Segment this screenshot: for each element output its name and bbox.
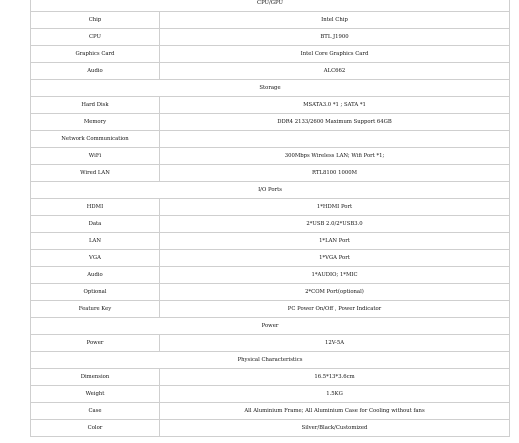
spec-row — [31, 267, 510, 284]
spec-value — [160, 131, 510, 148]
spec-row — [31, 131, 510, 148]
spec-label: Audio — [31, 63, 160, 80]
spec-row — [31, 284, 510, 301]
section-header-row — [31, 318, 510, 335]
section-header-row — [31, 0, 510, 12]
spec-value: 2*USB 2.0/2*USB3.0 — [160, 216, 510, 233]
spec-label: HDMI — [31, 199, 160, 216]
spec-label: WiFi — [31, 148, 160, 165]
section-title: Storage — [31, 80, 510, 97]
spec-value: Intel Core Graphics Card — [160, 46, 510, 63]
spec-value: Intel Chip — [160, 12, 510, 29]
spec-row — [31, 12, 510, 29]
spec-row — [31, 199, 510, 216]
spec-row — [31, 420, 510, 437]
spec-row — [31, 250, 510, 267]
spec-value: RTL8100 1000M — [160, 165, 510, 182]
spec-label: Optional — [31, 284, 160, 301]
spec-row — [31, 335, 510, 352]
spec-label: Graphics Card — [31, 46, 160, 63]
spec-value: 300Mbps Wireless LAN; Wifi Port *1; — [160, 148, 510, 165]
spec-label: Feature Key — [31, 301, 160, 318]
spec-value: ALC662 — [160, 63, 510, 80]
spec-value: 1*VGA Port — [160, 250, 510, 267]
spec-value: PC Power On/Off , Power Indicator — [160, 301, 510, 318]
spec-value: 12V-5A — [160, 335, 510, 352]
spec-value: 2*COM Port(optional) — [160, 284, 510, 301]
spec-value: Silver/Black/Customized — [160, 420, 510, 437]
spec-row — [31, 63, 510, 80]
spec-row — [31, 386, 510, 403]
spec-label: Weight — [31, 386, 160, 403]
spec-row — [31, 148, 510, 165]
spec-label: Memory — [31, 114, 160, 131]
spec-label: Network Communication — [31, 131, 160, 148]
spec-row — [31, 29, 510, 46]
spec-label: Power — [31, 335, 160, 352]
spec-row — [31, 97, 510, 114]
spec-value: 1*AUDIO; 1*MIC — [160, 267, 510, 284]
section-header-row — [31, 182, 510, 199]
spec-label: Wired LAN — [31, 165, 160, 182]
section-title: Physical Characteristics — [31, 352, 510, 369]
spec-label: Dimension — [31, 369, 160, 386]
spec-value: 1*LAN Port — [160, 233, 510, 250]
section-header-row — [31, 80, 510, 97]
spec-value: MSATA3.0 *1 ; SATA *1 — [160, 97, 510, 114]
spec-value: BTL J1900 — [160, 29, 510, 46]
spec-row — [31, 301, 510, 318]
spec-row — [31, 369, 510, 386]
spec-row — [31, 114, 510, 131]
spec-row — [31, 403, 510, 420]
spec-label: Hard Disk — [31, 97, 160, 114]
spec-label: Chip — [31, 12, 160, 29]
spec-row — [31, 233, 510, 250]
section-title: CPU/GPU — [31, 0, 510, 12]
spec-value: All Aluminium Frame; All Aluminium Case for Cooling without fans — [160, 403, 510, 420]
spec-table — [30, 0, 510, 437]
section-header-row — [31, 352, 510, 369]
spec-label: CPU — [31, 29, 160, 46]
spec-value: 1.5KG — [160, 386, 510, 403]
spec-label: Case — [31, 403, 160, 420]
spec-value: 1*HDMI Port — [160, 199, 510, 216]
spec-row — [31, 46, 510, 63]
spec-row — [31, 165, 510, 182]
spec-value: 16.5*13*3.6cm — [160, 369, 510, 386]
spec-label: Data — [31, 216, 160, 233]
spec-row — [31, 216, 510, 233]
section-title: Power — [31, 318, 510, 335]
spec-label: Color — [31, 420, 160, 437]
spec-label: VGA — [31, 250, 160, 267]
spec-value: DDR4 2133/2600 Maximum Support 64GB — [160, 114, 510, 131]
spec-label: Audio — [31, 267, 160, 284]
spec-label: LAN — [31, 233, 160, 250]
section-title: I/O Ports — [31, 182, 510, 199]
